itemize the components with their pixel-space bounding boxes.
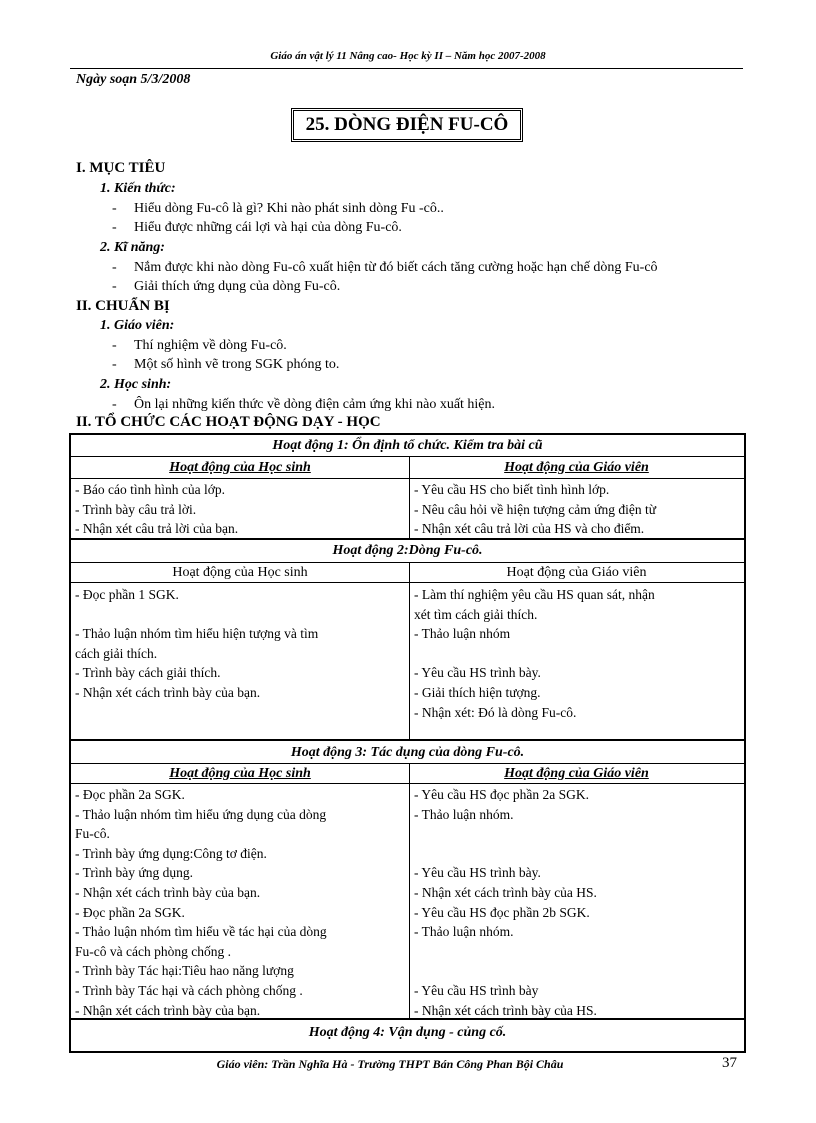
list-item: - Thí nghiệm về dòng Fu-cô.	[112, 338, 287, 353]
activity-3-teacher	[414, 785, 597, 1020]
activity-3-student	[75, 785, 327, 1020]
subsection-teacher: 1. Giáo viên:	[100, 318, 175, 333]
activity-2-student	[75, 585, 318, 703]
list-item: - Ôn lại những kiến thức về dòng điện cảm ứng khi nào xuất hiện.	[112, 397, 496, 412]
list-item: - Hiểu được những cái lợi và hại của dòng Fu-cô.	[112, 220, 402, 235]
subsection-skills: 2. Kĩ năng:	[100, 240, 165, 255]
header-rule	[70, 68, 743, 69]
table-row: - Yêu cầu HS đọc phần 2a SGK.	[414, 787, 589, 802]
table-row: - Thảo luận nhóm tìm hiểu về tác hại của dòng	[75, 924, 327, 940]
page-footer: Giáo viên: Trần Nghĩa Hà - Trường THPT Bán Công Phan Bội Châu	[216, 1057, 564, 1071]
section-preparation: II. CHUẨN BỊ	[76, 298, 170, 314]
table-row: - Nhận xét cách trình bày của HS.	[414, 884, 597, 900]
table-row: - Trình bày Tác hại:Tiêu hao năng lượng	[75, 963, 294, 979]
list-item: - Hiểu dòng Fu-cô là gì? Khi nào phát sinh dòng Fu -cô..	[112, 201, 444, 216]
activity-2-title: Hoạt động 2:Dòng Fu-cô.	[71, 540, 744, 563]
page-number: 37	[722, 1055, 737, 1071]
table-row: - Nhận xét cách trình bày của HS.	[414, 1002, 597, 1018]
table-row: - Yêu cầu HS trình bày.	[414, 865, 541, 881]
table-row: - Thảo luận nhóm	[414, 626, 511, 642]
table-row: Fu-cô và cách phòng chống .	[75, 943, 231, 959]
col-teacher-header: Hoạt động của Giáo viên	[506, 565, 647, 580]
table-row: - Trình bày ứng dụng.	[75, 865, 193, 881]
col-teacher-header: Hoạt động của Giáo viên	[504, 766, 649, 781]
table-row: - Trình bày cách giải thích.	[75, 665, 221, 681]
table-row: - Thảo luận nhóm tìm hiểu ứng dụng của dòng	[75, 806, 327, 822]
table-row: - Báo cáo tình hình của lớp.	[75, 482, 225, 497]
table-row	[414, 844, 597, 864]
activity-2-header	[71, 563, 744, 583]
table-row: xét tìm cách giải thích.	[414, 606, 538, 622]
activity-1-body	[71, 479, 744, 540]
col-teacher-header: Hoạt động của Giáo viên	[504, 460, 649, 475]
column-divider	[409, 563, 410, 741]
table-row: - Đọc phần 2a SGK.	[75, 787, 185, 802]
table-row: - Nhận xét cách trình bày của bạn.	[75, 884, 261, 900]
table-row: - Nêu câu hỏi về hiện tượng cảm ứng điện từ	[414, 501, 657, 517]
page-header: Giáo án vật lý 11 Nâng cao- Học kỳ II – Năm học 2007-2008	[270, 50, 546, 62]
table-row: - Thảo luận nhóm tìm hiểu hiện tượng và tìm	[75, 626, 319, 642]
table-row: - Nhận xét cách trình bày của bạn.	[75, 1002, 261, 1018]
lesson-title: 25. DÒNG ĐIỆN FU-CÔ	[291, 108, 523, 142]
footer-rule	[74, 1052, 718, 1053]
activity-3-body	[71, 784, 744, 1020]
table-row: - Trình bày câu trả lời.	[75, 501, 197, 517]
table-row: - Yêu cầu HS trình bày	[414, 982, 539, 998]
table-row: - Thảo luận nhóm.	[414, 806, 514, 822]
activity-1-header	[71, 457, 744, 479]
column-divider	[409, 457, 410, 540]
table-row: - Nhận xét câu trả lời của HS và cho điểm.	[414, 521, 645, 537]
table-row	[414, 961, 597, 981]
activity-1-student	[75, 480, 238, 539]
list-item: - Nắm được khi nào dòng Fu-cô xuất hiện từ đó biết cách tăng cường hoặc hạn chế dòng Fu-cô	[112, 260, 658, 275]
table-row	[414, 644, 655, 664]
table-row: - Đọc phần 2a SGK.	[75, 904, 185, 920]
section-objectives: I. MỤC TIÊU	[76, 160, 166, 176]
column-divider	[409, 764, 410, 1020]
table-row	[414, 824, 597, 844]
table-row: - Làm thí nghiệm yêu cầu HS quan sát, nhận	[414, 587, 655, 602]
table-row: - Trình bày ứng dụng:Công tơ điện.	[75, 845, 267, 861]
activity-2-body	[71, 583, 744, 741]
subsection-knowledge: 1. Kiến thức:	[100, 181, 176, 196]
list-item: - Giải thích ứng dụng của dòng Fu-cô.	[112, 279, 341, 294]
activity-3-title: Hoạt động 3: Tác dụng của dòng Fu-cô.	[71, 741, 744, 764]
activity-1-title: Hoạt động 1: Ổn định tổ chức. Kiểm tra bài cũ	[71, 435, 744, 457]
col-student-header: Hoạt động của Học sinh	[172, 565, 308, 580]
table-row: - Trình bày Tác hại và cách phòng chống .	[75, 982, 303, 998]
table-row: - Giải thích hiện tượng.	[414, 684, 541, 700]
subsection-student: 2. Học sinh:	[100, 377, 172, 392]
table-row	[75, 605, 318, 625]
activity-1-teacher	[414, 480, 656, 539]
table-row: - Đọc phần 1 SGK.	[75, 587, 179, 602]
table-row: - Nhận xét: Đó là dòng Fu-cô.	[414, 704, 577, 720]
table-row: - Thảo luận nhóm.	[414, 924, 514, 940]
table-row: cách giải thích.	[75, 645, 158, 661]
activity-2-teacher	[414, 585, 655, 722]
activity-3-header	[71, 764, 744, 784]
list-item: - Một số hình vẽ trong SGK phóng to.	[112, 357, 340, 372]
table-row: - Nhận xét câu trả lời của bạn.	[75, 521, 239, 537]
section-activities: II. TỔ CHỨC CÁC HOẠT ĐỘNG DẠY - HỌC	[76, 414, 381, 430]
col-student-header: Hoạt động của Học sinh	[169, 460, 311, 475]
col-student-header: Hoạt động của Học sinh	[169, 766, 311, 781]
table-row	[414, 942, 597, 962]
table-row: - Yêu cầu HS cho biết tình hình lớp.	[414, 482, 610, 497]
preparation-date: Ngày soạn 5/3/2008	[76, 72, 191, 87]
table-row: - Nhận xét cách trình bày của bạn.	[75, 684, 261, 700]
table-row: Fu-cô.	[75, 826, 110, 842]
table-row: - Yêu cầu HS đọc phần 2b SGK.	[414, 904, 590, 920]
activities-table	[69, 433, 746, 1053]
table-row: - Yêu cầu HS trình bày.	[414, 665, 541, 681]
activity-4-title: Hoạt động 4: Vận dụng - củng cố.	[308, 1025, 507, 1040]
